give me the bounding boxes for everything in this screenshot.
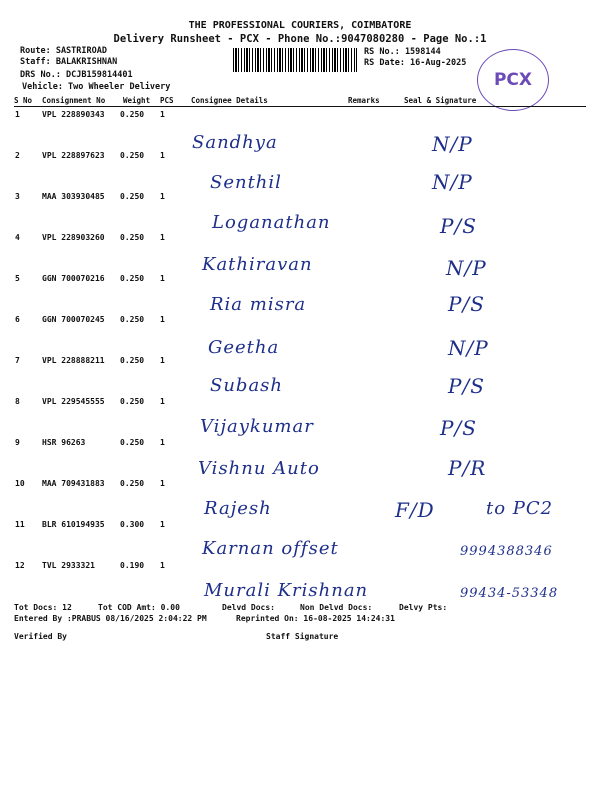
handwritten-name: Rajesh xyxy=(204,498,272,519)
table-row xyxy=(0,520,600,532)
row-sno: 5 xyxy=(15,274,20,283)
handwritten-remark: P/S xyxy=(440,214,477,238)
row-consignment-no: VPL 228890343 xyxy=(42,110,105,119)
reprinted-on: Reprinted On: 16-08-2025 14:24:31 xyxy=(236,614,395,623)
drs-label: DRS No.: DCJB159814401 xyxy=(20,70,133,80)
row-pcs: 1 xyxy=(160,520,165,529)
verified-by: Verified By xyxy=(14,632,67,641)
runsheet-subtitle: Delivery Runsheet - PCX - Phone No.:9047080280 - Page No.:1 xyxy=(113,33,487,45)
handwritten-remark: P/S xyxy=(448,292,485,316)
handwritten-remark: N/P xyxy=(432,132,473,156)
table-row xyxy=(0,479,600,491)
staff-signature: Staff Signature xyxy=(266,632,339,641)
col-weight: Weight xyxy=(123,96,151,105)
handwritten-forward-note: to PC2 xyxy=(486,498,554,519)
row-sno: 7 xyxy=(15,356,20,365)
row-weight: 0.250 xyxy=(120,151,145,160)
handwritten-remark: P/R xyxy=(448,456,487,480)
rs-no-label: RS No.: 1598144 xyxy=(364,47,441,57)
row-consignment-no: HSR 96263 xyxy=(42,438,86,447)
handwritten-name: Ria misra xyxy=(210,294,307,315)
row-consignment-no: VPL 228897623 xyxy=(42,151,105,160)
delvd-docs: Delvd Docs: xyxy=(222,603,275,612)
col-remarks: Remarks xyxy=(348,96,380,105)
row-consignment-no: VPL 228903260 xyxy=(42,233,105,242)
row-consignment-no: BLR 610194935 xyxy=(42,520,105,529)
pcx-stamp: PCX xyxy=(477,49,549,111)
header-divider xyxy=(14,106,586,107)
col-seal: Seal & Signature xyxy=(404,96,477,105)
row-pcs: 1 xyxy=(160,397,165,406)
row-weight: 0.250 xyxy=(120,110,145,119)
row-consignment-no: VPL 229545555 xyxy=(42,397,105,406)
handwritten-remark: P/S xyxy=(448,374,485,398)
row-weight: 0.250 xyxy=(120,479,145,488)
row-weight: 0.250 xyxy=(120,397,145,406)
handwritten-remark: N/P xyxy=(432,170,473,194)
handwritten-name: Geetha xyxy=(208,337,280,358)
handwritten-name: Senthil xyxy=(210,172,282,193)
row-sno: 1 xyxy=(15,110,20,119)
non-delvd-docs: Non Delvd Docs: xyxy=(300,603,373,612)
col-consignee: Consignee Details xyxy=(191,96,268,105)
row-pcs: 1 xyxy=(160,561,165,570)
barcode xyxy=(233,48,357,72)
col-consignment: Consignment No xyxy=(42,96,106,105)
staff-label: Staff: BALAKRISHNAN xyxy=(20,57,118,67)
row-sno: 2 xyxy=(15,151,20,160)
handwritten-name: Sandhya xyxy=(192,132,278,153)
row-weight: 0.250 xyxy=(120,315,145,324)
row-consignment-no: TVL 2933321 xyxy=(42,561,95,570)
row-sno: 6 xyxy=(15,315,20,324)
row-consignment-no: VPL 228888211 xyxy=(42,356,105,365)
row-weight: 0.250 xyxy=(120,274,145,283)
handwritten-name: Vishnu Auto xyxy=(198,458,320,479)
row-sno: 9 xyxy=(15,438,20,447)
handwritten-remark: P/S xyxy=(440,416,477,440)
handwritten-remark: F/D xyxy=(395,498,435,522)
table-row xyxy=(0,151,600,163)
table-row xyxy=(0,356,600,368)
handwritten-remark: 9994388346 xyxy=(460,544,553,559)
row-pcs: 1 xyxy=(160,274,165,283)
handwritten-remark: 99434-53348 xyxy=(460,586,559,601)
row-weight: 0.190 xyxy=(120,561,145,570)
table-row xyxy=(0,233,600,245)
entered-by: Entered By :PRABUS 08/16/2025 2:04:22 PM xyxy=(14,614,207,623)
row-pcs: 1 xyxy=(160,438,165,447)
row-pcs: 1 xyxy=(160,110,165,119)
tot-docs: Tot Docs: 12 xyxy=(14,603,72,612)
handwritten-remark: N/P xyxy=(446,256,487,280)
handwritten-name: Loganathan xyxy=(212,212,331,233)
table-row xyxy=(0,561,600,573)
table-row xyxy=(0,438,600,450)
company-title: THE PROFESSIONAL COURIERS, COIMBATORE xyxy=(188,20,412,31)
row-consignment-no: MAA 303930485 xyxy=(42,192,105,201)
col-pcs: PCS xyxy=(160,96,174,105)
row-weight: 0.250 xyxy=(120,192,145,201)
handwritten-name: Murali Krishnan xyxy=(204,580,369,601)
row-consignment-no: GGN 700070216 xyxy=(42,274,105,283)
row-sno: 4 xyxy=(15,233,20,242)
row-consignment-no: MAA 709431883 xyxy=(42,479,105,488)
tot-cod: Tot COD Amt: 0.00 xyxy=(98,603,180,612)
table-row xyxy=(0,315,600,327)
handwritten-name: Karnan offset xyxy=(202,538,339,559)
handwritten-name: Vijaykumar xyxy=(200,416,314,437)
handwritten-name: Kathiravan xyxy=(202,254,313,275)
table-row xyxy=(0,274,600,286)
row-pcs: 1 xyxy=(160,192,165,201)
row-weight: 0.250 xyxy=(120,356,145,365)
delvy-pts: Delvy Pts: xyxy=(399,603,448,612)
row-sno: 11 xyxy=(15,520,25,529)
row-sno: 8 xyxy=(15,397,20,406)
row-sno: 12 xyxy=(15,561,25,570)
row-weight: 0.300 xyxy=(120,520,145,529)
row-pcs: 1 xyxy=(160,315,165,324)
row-weight: 0.250 xyxy=(120,233,145,242)
col-sno: S No xyxy=(14,96,33,105)
route-label: Route: SASTRIROAD xyxy=(20,46,107,56)
row-pcs: 1 xyxy=(160,151,165,160)
row-pcs: 1 xyxy=(160,479,165,488)
handwritten-remark: N/P xyxy=(448,336,489,360)
row-sno: 10 xyxy=(15,479,25,488)
row-pcs: 1 xyxy=(160,356,165,365)
rs-date-label: RS Date: 16-Aug-2025 xyxy=(364,58,467,68)
handwritten-name: Subash xyxy=(210,375,284,396)
row-consignment-no: GGN 700070245 xyxy=(42,315,105,324)
row-pcs: 1 xyxy=(160,233,165,242)
table-row xyxy=(0,192,600,204)
table-row xyxy=(0,110,600,122)
table-row xyxy=(0,397,600,409)
row-weight: 0.250 xyxy=(120,438,145,447)
vehicle-label: Vehicle: Two Wheeler Delivery xyxy=(22,82,171,92)
row-sno: 3 xyxy=(15,192,20,201)
